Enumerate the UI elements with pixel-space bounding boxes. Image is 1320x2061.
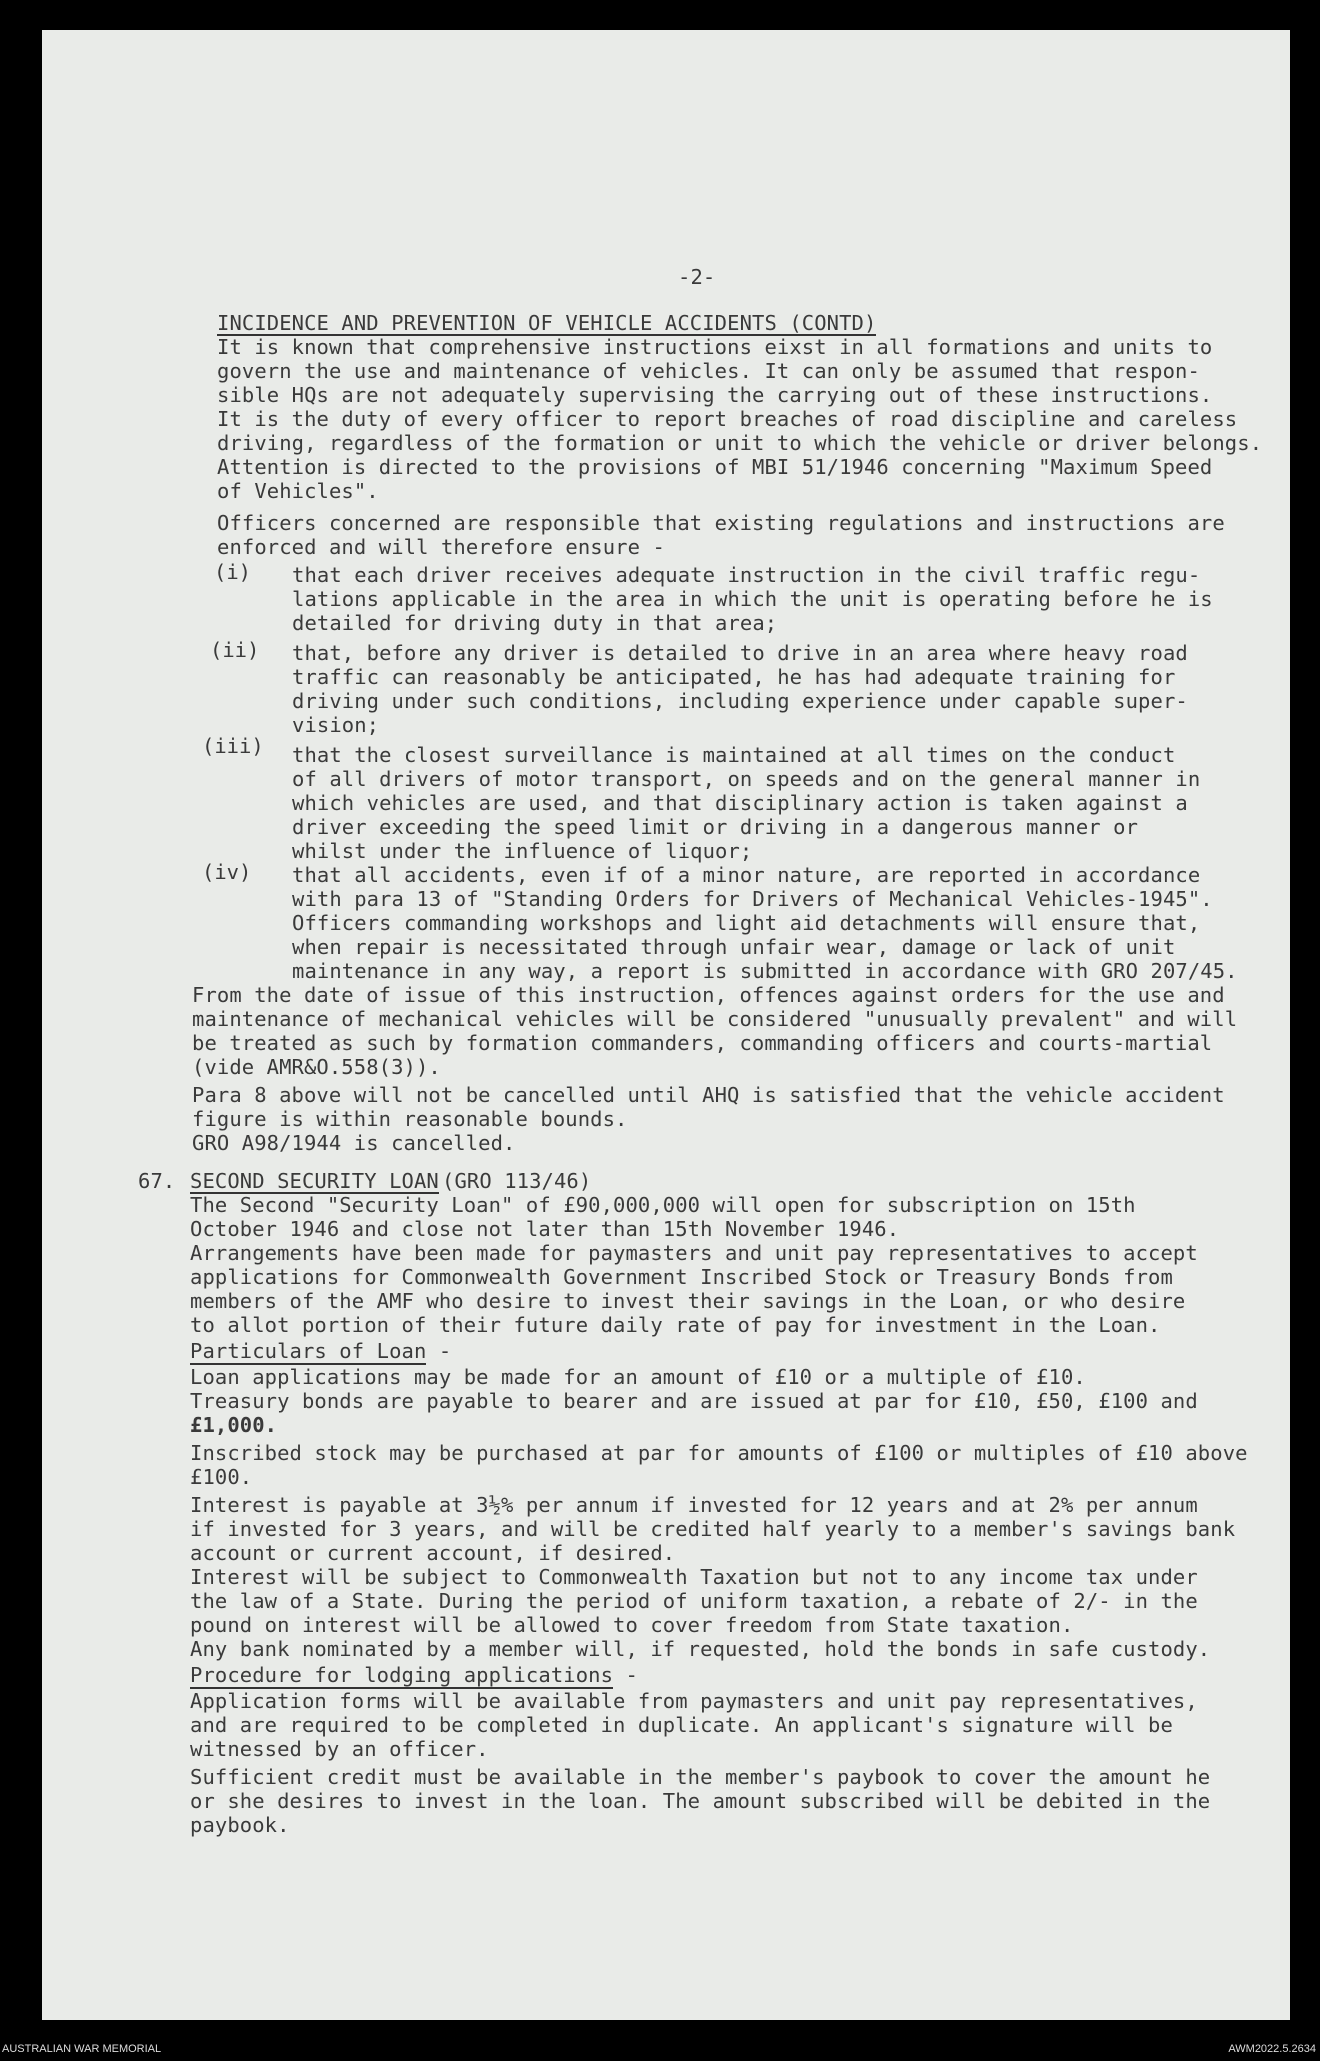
subheading-suffix: - [613, 1663, 638, 1687]
text-line: Officers commanding workshops and light aid detachments will ensure that, [292, 911, 1201, 935]
text-line: Officers concerned are responsible that existing regulations and instructions are [217, 511, 1225, 535]
list-item-line: that, before any driver is detailed to drive in an area where heavy road [292, 641, 1188, 665]
list-item-line: that each driver receives adequate instruction in the civil traffic regu- [292, 563, 1201, 587]
text-line: October 1946 and close not later than 15th November 1946. [190, 1217, 900, 1241]
text-line: From the date of issue of this instruction, offences against orders for the use and [192, 983, 1225, 1007]
text-line: Para 8 above will not be cancelled until AHQ is satisfied that the vehicle accident [192, 1083, 1225, 1107]
list-item-line: driver exceeding the speed limit or driving in a dangerous manner or [292, 815, 1139, 839]
archive-footer-left: AUSTRALIAN WAR MEMORIAL [2, 2043, 162, 2055]
subheading-text: Particulars of Loan [190, 1339, 427, 1363]
list-marker: (iv) [202, 860, 252, 884]
text-line: the law of a State. During the period of uniform taxation, a rebate of 2/- in the [190, 1589, 1198, 1613]
subheading [190, 1340, 451, 1362]
text-line: maintenance in any way, a report is submitted in accordance with GRO 207/45. [292, 959, 1238, 983]
text-line: Loan applications may be made for an amount of £10 or a multiple of £10. [190, 1365, 1086, 1389]
text-line: maintenance of mechanical vehicles will be considered "unusually prevalent" and will [192, 1007, 1238, 1031]
list-item-line: of all drivers of motor transport, on speeds and on the general manner in [292, 767, 1201, 791]
subheading-suffix: - [426, 1339, 452, 1363]
list-item-line: vision; [292, 713, 380, 737]
list-item-line: whilst under the influence of liquor; [292, 839, 753, 863]
subheading [190, 1664, 638, 1686]
text-line: Attention is directed to the provisions of MBI 51/1946 concerning "Maximum Speed [217, 455, 1213, 479]
text-line: The Second "Security Loan" of £90,000,000 will open for subscription on 15th [190, 1193, 1136, 1217]
text-line: £1,000. [190, 1413, 278, 1437]
text-line: figure is within reasonable bounds. [192, 1107, 628, 1131]
list-item-line: that the closest surveillance is maintained at all times on the conduct [292, 743, 1176, 767]
section-heading: SECOND SECURITY LOAN [190, 1169, 439, 1193]
text-line: govern the use and maintenance of vehicles. It can only be assumed that respon- [217, 359, 1200, 383]
page-number: -2- [678, 265, 716, 289]
text-line: Inscribed stock may be purchased at par for amounts of £100 or multiples of £10 above [190, 1441, 1248, 1465]
text-line: Interest will be subject to Commonwealth Taxation but not to any income tax under [190, 1565, 1198, 1589]
list-item-line: detailed for driving duty in that area; [292, 611, 778, 635]
list-item-line: that all accidents, even if of a minor nature, are reported in accordance [292, 863, 1201, 887]
archive-footer-right: AWM2022.5.2634 [1228, 2043, 1316, 2055]
text-line: or she desires to invest in the loan. The amount subscribed will be debited in the [190, 1789, 1211, 1813]
list-marker: (i) [214, 560, 252, 584]
subheading-text: Procedure for lodging applications [190, 1663, 614, 1687]
text-line: £100. [190, 1465, 253, 1489]
text-line: to allot portion of their future daily rate of pay for investment in the Loan. [190, 1313, 1161, 1337]
text-line: Treasury bonds are payable to bearer and are issued at par for £10, £50, £100 and [190, 1389, 1198, 1413]
text-line: (vide AMR&O.558(3)). [192, 1055, 441, 1079]
section-reference: (GRO 113/46) [442, 1169, 592, 1193]
text-line: It is the duty of every officer to report breaches of road discipline and careless [217, 407, 1238, 431]
text-line: be treated as such by formation commanders, commanding officers and courts-martial [192, 1031, 1213, 1055]
text-line: sible HQs are not adequately supervising the carrying out of these instructions. [217, 383, 1213, 407]
text-line: GRO A98/1944 is cancelled. [192, 1131, 516, 1155]
text-line: pound on interest will be allowed to cover freedom from State taxation. [190, 1613, 1074, 1637]
section-heading: INCIDENCE AND PREVENTION OF VEHICLE ACCIDENTS (CONTD) [217, 311, 877, 335]
list-marker: (iii) [202, 734, 264, 758]
list-item-line: lations applicable in the area in which the unit is operating before he is [292, 587, 1213, 611]
text-line: account or current account, if desired. [190, 1541, 676, 1565]
section-number: 67. [138, 1169, 176, 1193]
text-line: It is known that comprehensive instructions eixst in all formations and units to [217, 335, 1213, 359]
text-line: applications for Commonwealth Government Inscribed Stock or Treasury Bonds from [190, 1265, 1173, 1289]
text-line: paybook. [190, 1813, 290, 1837]
text-line: driving, regardless of the formation or unit to which the vehicle or driver belongs. [217, 431, 1263, 455]
text-line: members of the AMF who desire to invest their savings in the Loan, or who desire [190, 1289, 1186, 1313]
text-line: enforced and will therefore ensure - [217, 535, 665, 559]
text-line: and are required to be completed in duplicate. An applicant's signature will be [190, 1713, 1173, 1737]
list-item-line: driving under such conditions, including experience under capable super- [292, 689, 1188, 713]
text-line: Arrangements have been made for paymasters and unit pay representatives to accept [190, 1241, 1198, 1265]
text-line: when repair is necessitated through unfair wear, damage or lack of unit [292, 935, 1176, 959]
text-line: Any bank nominated by a member will, if requested, hold the bonds in safe custody. [190, 1637, 1211, 1661]
text-line: if invested for 3 years, and will be credited half yearly to a member's savings bank [190, 1517, 1236, 1541]
list-item-line: which vehicles are used, and that disciplinary action is taken against a [292, 791, 1188, 815]
document-page [42, 30, 1290, 2020]
list-item-line: with para 13 of "Standing Orders for Drivers of Mechanical Vehicles-1945". [292, 887, 1213, 911]
text-line: Application forms will be available from paymasters and unit pay representatives, [190, 1689, 1198, 1713]
list-marker: (ii) [210, 638, 260, 662]
text-line: of Vehicles". [217, 479, 379, 503]
list-item-line: traffic can reasonably be anticipated, he has had adequate training for [292, 665, 1176, 689]
text-line: Sufficient credit must be available in the member's paybook to cover the amount he [190, 1765, 1211, 1789]
text-line: witnessed by an officer. [190, 1737, 489, 1761]
text-line: Interest is payable at 3½% per annum if invested for 12 years and at 2% per annum [190, 1493, 1198, 1517]
